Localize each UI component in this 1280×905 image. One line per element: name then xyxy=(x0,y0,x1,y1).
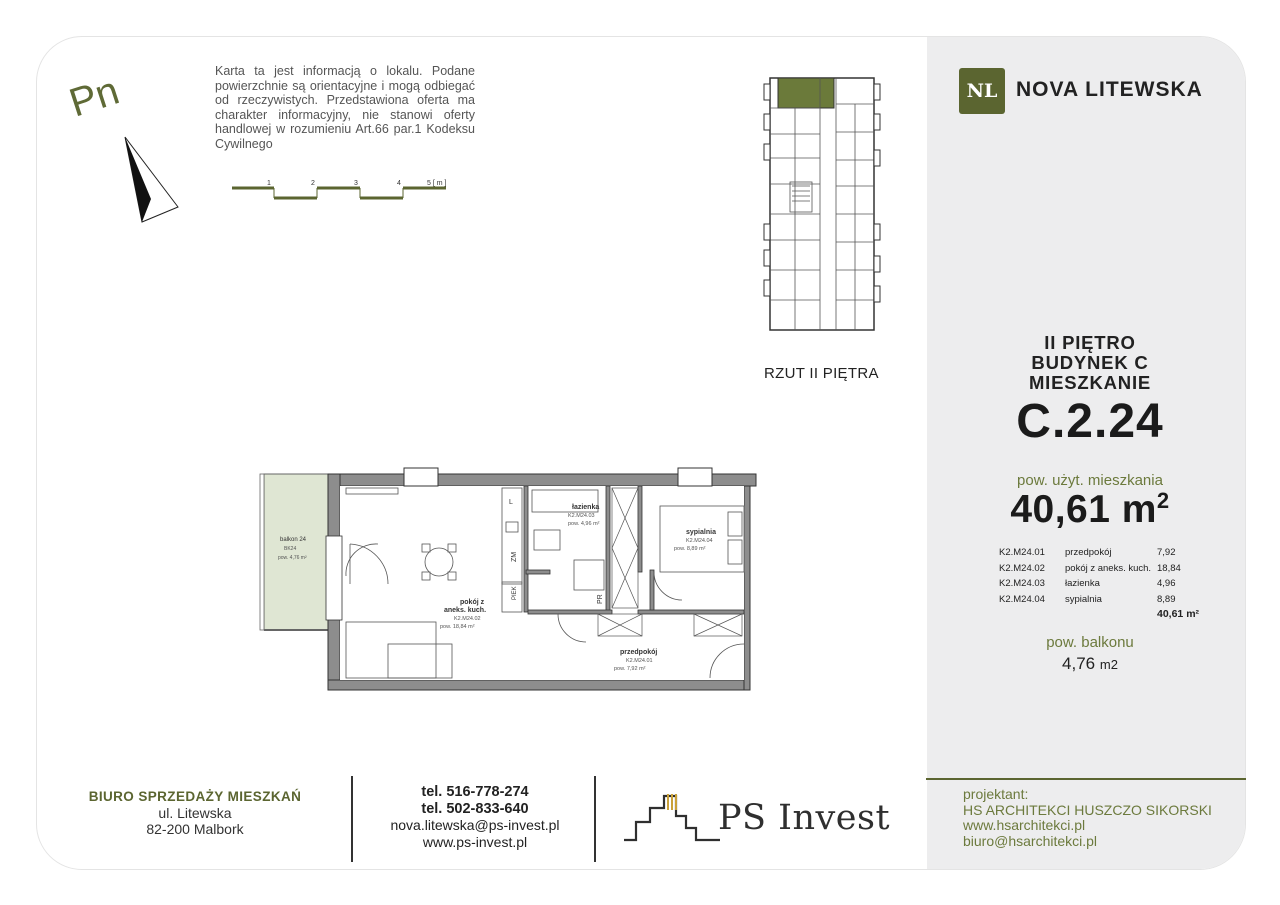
table-row xyxy=(999,561,1219,577)
room-id: K2.M24.04 xyxy=(999,593,1045,605)
scale-tick: 1 xyxy=(267,180,271,187)
designer-block xyxy=(963,787,1212,849)
divider xyxy=(351,776,353,862)
bath-area: pow. 4,96 m² xyxy=(568,521,600,527)
balcony-code: BK24 xyxy=(284,546,297,552)
room-id: K2.M24.02 xyxy=(999,562,1045,574)
room-id: K2.M24.01 xyxy=(999,547,1045,559)
usable-area-label: pow. użyt. mieszkania xyxy=(1017,472,1163,489)
room-name: przedpokój xyxy=(1065,547,1112,559)
designer-name: HS ARCHITEKCI HUSZCZO SIKORSKI xyxy=(963,801,1212,818)
room-table xyxy=(999,545,1219,607)
hall-name: przedpokój xyxy=(620,649,658,656)
fixture-label-piek: PIEK xyxy=(512,586,518,600)
sales-office-city: 82-200 Malbork xyxy=(146,821,244,837)
divider xyxy=(594,776,596,862)
balcony-area-number: 4,76 xyxy=(1062,654,1096,673)
table-row xyxy=(999,592,1219,608)
room-area: 7,92 xyxy=(1157,547,1176,559)
balcony-area-value xyxy=(930,654,1250,674)
designer-web-link[interactable]: www.hsarchitekci.pl xyxy=(963,817,1086,833)
email-link[interactable]: nova.litewska@ps-invest.pl xyxy=(390,817,560,833)
room-area: 8,89 xyxy=(1157,593,1176,605)
sales-office-street: ul. Litewska xyxy=(158,805,232,821)
brand-name: NOVA LITEWSKA xyxy=(1016,78,1203,101)
key-plan-caption: RZUT II PIĘTRA xyxy=(764,365,879,382)
bath-name: łazienka xyxy=(572,504,600,511)
hall-code: K2.M24.01 xyxy=(626,658,653,664)
room-area: 4,96 xyxy=(1157,578,1176,590)
developer-name: PS Invest xyxy=(718,798,891,838)
balcony-area-label: pow. balkonu xyxy=(1046,634,1134,651)
sheet-card xyxy=(36,36,1246,870)
bedroom-area: pow. 8,89 m² xyxy=(674,546,706,552)
north-arrow-icon xyxy=(120,135,180,227)
building-label: BUDYNEK C xyxy=(1031,352,1149,373)
room-name: pokój z aneks. kuch. xyxy=(1065,562,1152,574)
bedroom-name: sypialnia xyxy=(686,529,716,536)
balcony-area-unit: m2 xyxy=(1099,657,1118,672)
sales-office-title: BIURO SPRZEDAŻY MIESZKAŃ xyxy=(88,789,302,804)
phone-link[interactable]: tel. 516-778-274 xyxy=(421,784,529,800)
website-link[interactable]: www.ps-invest.pl xyxy=(422,833,528,850)
brand-logo-letters: NL xyxy=(966,80,998,102)
designer-email-link[interactable]: biuro@hsarchitekci.pl xyxy=(963,832,1098,849)
table-row xyxy=(999,545,1219,561)
table-row xyxy=(999,576,1219,592)
room-name: sypialnia xyxy=(1065,593,1102,605)
room-id: K2.M24.03 xyxy=(999,578,1045,590)
floor-label: II PIĘTRO xyxy=(1044,332,1136,353)
balcony-name: balkon 24 xyxy=(280,537,307,543)
living-code: K2.M24.02 xyxy=(454,616,481,622)
room-name: łazienka xyxy=(1065,578,1100,590)
scale-tick: 3 xyxy=(354,180,358,187)
north-label: Pn xyxy=(64,68,125,126)
usable-area-superscript: 2 xyxy=(1156,488,1170,513)
disclaimer-text: Karta ta jest informacją o lokalu. Podane powierzchnie są orientacyjne i mogą odbiegać od rzeczywistych. Przedstawiona oferta ma charakter informacyjny, nie stanowi oferty handlowej w rozumieniu Art.66 par.1 Kodeksu Cywilnego xyxy=(215,64,475,151)
living-area: pow. 18,84 m² xyxy=(440,624,475,630)
usable-area-number: 40,61 m xyxy=(1010,488,1157,531)
apartment-code: C.2.24 xyxy=(1016,395,1164,448)
room-area: 18,84 xyxy=(1157,562,1181,574)
balcony-area xyxy=(264,474,328,630)
apartment-floor-plan xyxy=(258,464,758,694)
fixture-label-l: L xyxy=(509,499,513,506)
fixture-label-pr: PR xyxy=(597,594,604,604)
apartment-type-label: MIESZKANIE xyxy=(1028,372,1152,393)
contact-block xyxy=(370,784,580,850)
divider xyxy=(926,778,1246,780)
floor-info xyxy=(930,333,1250,393)
scale-bar xyxy=(230,178,460,204)
brand-logo xyxy=(959,68,1005,114)
bath-code: K2.M24.03 xyxy=(568,513,595,519)
living-name-line1: pokój z xyxy=(460,599,485,606)
balcony-area-text: pow. 4,76 m² xyxy=(278,555,307,561)
ps-invest-skyline-icon xyxy=(624,792,720,844)
phone-link[interactable]: tel. 502-833-640 xyxy=(421,800,529,817)
living-name-line2: aneks. kuch. xyxy=(444,607,487,614)
key-floor-plan xyxy=(760,74,890,334)
designer-label: projektant: xyxy=(963,786,1029,802)
sales-office xyxy=(70,789,320,837)
bedroom-code: K2.M24.04 xyxy=(686,538,713,544)
hall-area: pow. 7,92 m² xyxy=(614,666,646,672)
scale-tick: 5 [ m ] xyxy=(427,180,447,187)
info-panel xyxy=(927,37,1246,870)
usable-area-value xyxy=(930,488,1250,532)
rooms-total: 40,61 m² xyxy=(1157,608,1200,620)
scale-tick: 4 xyxy=(397,180,401,187)
fixture-label-zm: ZM xyxy=(511,551,518,562)
scale-tick: 2 xyxy=(311,180,315,187)
